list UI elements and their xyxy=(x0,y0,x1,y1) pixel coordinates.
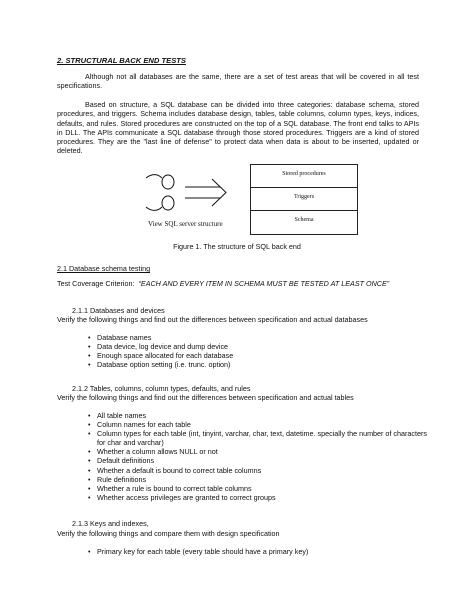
list-item: • Whether access privileges are granted to correct groups xyxy=(88,493,427,502)
list-item: • Column types for each table (int, tinyint, varchar, char, text, datetime. specially the number of characters for char and varchar) xyxy=(88,429,427,447)
subsection-2-1-3-intro: Verify the following things and compare them with design specification xyxy=(57,529,280,538)
coverage-label: Test Coverage Criterion: xyxy=(57,279,135,288)
list-item: • All table names xyxy=(88,411,427,420)
list-2-1-3 xyxy=(88,547,308,556)
layer-divider xyxy=(250,187,358,188)
subsection-2-1-2-intro: Verify the following things and find out the differences between specification and actual tables xyxy=(57,393,354,402)
figure-caption: Figure 1. The structure of SQL back end xyxy=(173,242,301,251)
subsection-2-1-2-title: 2.1.2 Tables, columns, column types, defaults, and rules xyxy=(72,384,251,393)
coverage-criterion xyxy=(57,279,389,288)
layer-stored-procedures: Stored procedures xyxy=(282,171,326,177)
subsection-2-1-1-intro: Verify the following things and find out the differences between specification and actual databases xyxy=(57,315,368,324)
layer-divider xyxy=(250,210,358,211)
list-item: • Column names for each table xyxy=(88,420,427,429)
list-item: • Enough space allocated for each database xyxy=(88,351,233,360)
list-item: • Data device, log device and dump device xyxy=(88,342,233,351)
section-title: 2. STRUCTURAL BACK END TESTS xyxy=(57,56,186,65)
layer-triggers: Triggers xyxy=(293,194,315,200)
structure-paragraph: Based on structure, a SQL database can be divided into three categories: database schema, stored procedures, and triggers. Schema includes database design, tables, table columns, column types, keys, indices, defaults, and rules. Stored procedures are constructed on the top of a SQL database. The front end talks to APIs in DLL. The APIs communicate a SQL database through those stored procedures. Triggers are a kind of stored procedures. They are the "last line of defense" to protect data when data is about to be inserted, updated or deleted. xyxy=(57,100,419,156)
view-structure-label: View SQL server structure xyxy=(148,220,223,228)
list-item: • Whether a default is bound to correct table columns xyxy=(88,466,427,475)
list-2-1-2 xyxy=(88,411,427,502)
view-structure-graphic xyxy=(140,170,230,216)
coverage-value: “EACH AND EVERY ITEM IN SCHEMA MUST BE TESTED AT LEAST ONCE” xyxy=(138,279,390,288)
subsection-2-1-1-title: 2.1.1 Databases and devices xyxy=(72,306,165,315)
list-item: • Rule definitions xyxy=(88,475,427,484)
list-item: • Primary key for each table (every table should have a primary key) xyxy=(88,547,308,556)
list-item: • Whether a rule is bound to correct table columns xyxy=(88,484,427,493)
intro-paragraph: Although not all databases are the same, there are a set of test areas that will be covered in all test specifications. xyxy=(57,72,419,91)
list-item: • Whether a column allows NULL or not xyxy=(88,447,427,456)
list-item: • Default definitions xyxy=(88,456,427,465)
list-item: • Database option setting (i.e. trunc. option) xyxy=(88,360,233,369)
subsection-title: 2.1 Database schema testing xyxy=(57,264,151,273)
layer-schema: Schema xyxy=(294,217,314,223)
list-item: • Database names xyxy=(88,333,233,342)
subsection-2-1-3-title: 2.1.3 Keys and indexes, xyxy=(72,519,149,528)
list-2-1-1 xyxy=(88,333,233,369)
